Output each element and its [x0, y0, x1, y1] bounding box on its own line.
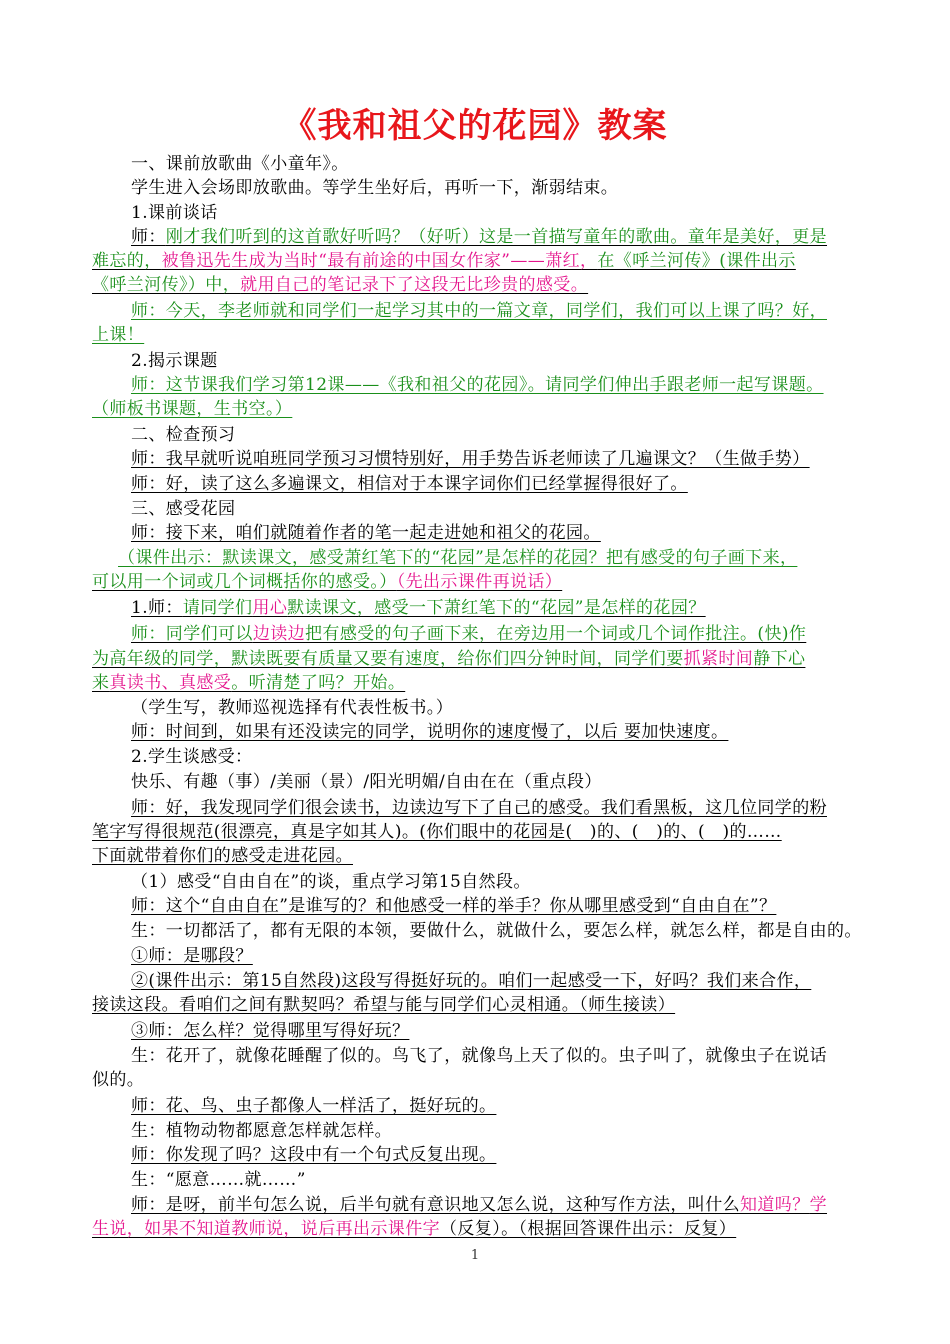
text-line: 笔字写得很规范(很漂亮，真是字如其人)。(你们眼中的花园是( )的、( )的、( )的…… — [92, 822, 782, 842]
text-line: 接读这段。看咱们之间有默契吗？希望与能与同学们心灵相通。（师生接读） — [92, 995, 676, 1015]
text-line: 似的。 — [92, 1070, 145, 1090]
text-line: 师：是呀，前半句怎么说，后半句就有意识地又怎么说，这种写作方法，叫什么知道吗？学 — [131, 1195, 828, 1215]
text-line: 《呼兰河传》）中，就用自己的笔记录下了这段无比珍贵的感受。 — [92, 275, 589, 295]
text-line: 师：我早就听说咱班同学预习习惯特别好，用手势告诉老师读了几遍课文？（生做手势） — [131, 449, 810, 469]
text-line: ②(课件出示：第15自然段)这段写得挺好玩的。咱们一起感受一下，好吗？我们来合作， — [131, 971, 812, 991]
text-line: 师：好，我发现同学们很会读书，边读边写下了自己的感受。我们看黑板，这几位同学的粉 — [131, 798, 827, 818]
text-line: （课件出示：默读课文，感受萧红笔下的“花园”是怎样的花园？把有感受的句子画下来， — [118, 548, 798, 568]
text-line: 师：你发现了吗？这段中有一个句式反复出现。 — [131, 1145, 497, 1165]
text-line: 师：花、鸟、虫子都像人一样活了，挺好玩的。 — [131, 1096, 497, 1116]
text-line: 2.揭示课题 — [131, 351, 218, 371]
text-line: （学生写，教师巡视选择有代表性板书。） — [131, 698, 454, 718]
text-line: 来真读书、真感受。听清楚了吗？开始。 — [92, 673, 406, 693]
text-line: 师：今天，李老师就和同学们一起学习其中的一篇文章，同学们，我们可以上课了吗？好， — [131, 301, 827, 321]
text-line: 难忘的，被鲁迅先生成为当时“最有前途的中国女作家”——萧红，在《呼兰河传》(课件出示 — [92, 251, 796, 271]
text-line: 师：同学们可以边读边把有感受的句子画下来，在旁边用一个词或几个词作批注。(快)作 — [131, 624, 807, 644]
text-line: 上课！ — [92, 325, 145, 345]
page-number: 1 — [470, 1248, 480, 1263]
text-line: ③师：怎么样？觉得哪里写得好玩？ — [131, 1021, 410, 1041]
text-line: （师板书课题，生书空。） — [92, 399, 293, 419]
text-line: 下面就带着你们的感受走进花园。 — [92, 846, 353, 866]
text-line: 1.课前谈话 — [131, 203, 218, 223]
text-line: 三、感受花园 — [131, 499, 236, 519]
text-line: 师：这个“自由自在”是谁写的？和他感受一样的举手？你从哪里感受到“自由自在”？ — [131, 896, 777, 916]
text-line: 生：植物动物都愿意怎样就怎样。 — [131, 1121, 392, 1141]
text-line: 生说，如果不知道教师说，说后再出示课件字（反复）。（根据回答课件出示：反复） — [92, 1219, 737, 1239]
text-line: 师：刚才我们听到的这首歌好听吗？（好听）这是一首描写童年的歌曲。童年是美好，更是 — [131, 227, 828, 247]
text-line: 生：一切都活了，都有无限的本领，要做什么，就做什么，要怎么样，就怎么样，都是自由的。 — [131, 921, 862, 941]
text-line: 生：花开了，就像花睡醒了似的。鸟飞了，就像鸟上天了似的。虫子叫了，就像虫子在说话 — [131, 1046, 827, 1066]
text-line: 二、检查预习 — [131, 425, 236, 445]
text-line: 学生进入会场即放歌曲。等学生坐好后，再听一下，渐弱结束。 — [131, 178, 619, 198]
text-line: 可以用一个词或几个词概括你的感受。）（先出示课件再说话） — [92, 572, 563, 592]
text-line: 快乐、有趣（事）/美丽（景）/阳光明媚/自由在在（重点段） — [131, 772, 602, 792]
text-line: 师：这节课我们学习第12课——《我和祖父的花园》。请同学们伸出手跟老师一起写课题。 — [131, 375, 824, 395]
text-line: ①师：是哪段？ — [131, 946, 253, 966]
document-title: 《我和祖父的花园》教案 — [282, 106, 668, 146]
text-line: 师：好，读了这么多遍课文，相信对于本课字词你们已经掌握得很好了。 — [131, 474, 688, 494]
text-line: （1）感受“自由自在”的谈，重点学习第15自然段。 — [131, 872, 531, 892]
text-line: 为高年级的同学，默读既要有质量又要有速度，给你们四分钟时间，同学们要抓紧时间静下心 — [92, 649, 806, 669]
text-line: 师：接下来，咱们就随着作者的笔一起走进她和祖父的花园。 — [131, 523, 601, 543]
text-line: 师：时间到，如果有还没读完的同学，说明你的速度慢了，以后 要加快速度。 — [131, 722, 729, 742]
text-line: 2.学生谈感受： — [131, 747, 253, 767]
text-line: 1.师：请同学们用心默读课文，感受一下萧红笔下的“花园”是怎样的花园？ — [131, 598, 706, 618]
text-line: 生：“愿意……就……” — [131, 1170, 306, 1190]
text-line: 一、课前放歌曲《小童年》。 — [131, 154, 349, 174]
